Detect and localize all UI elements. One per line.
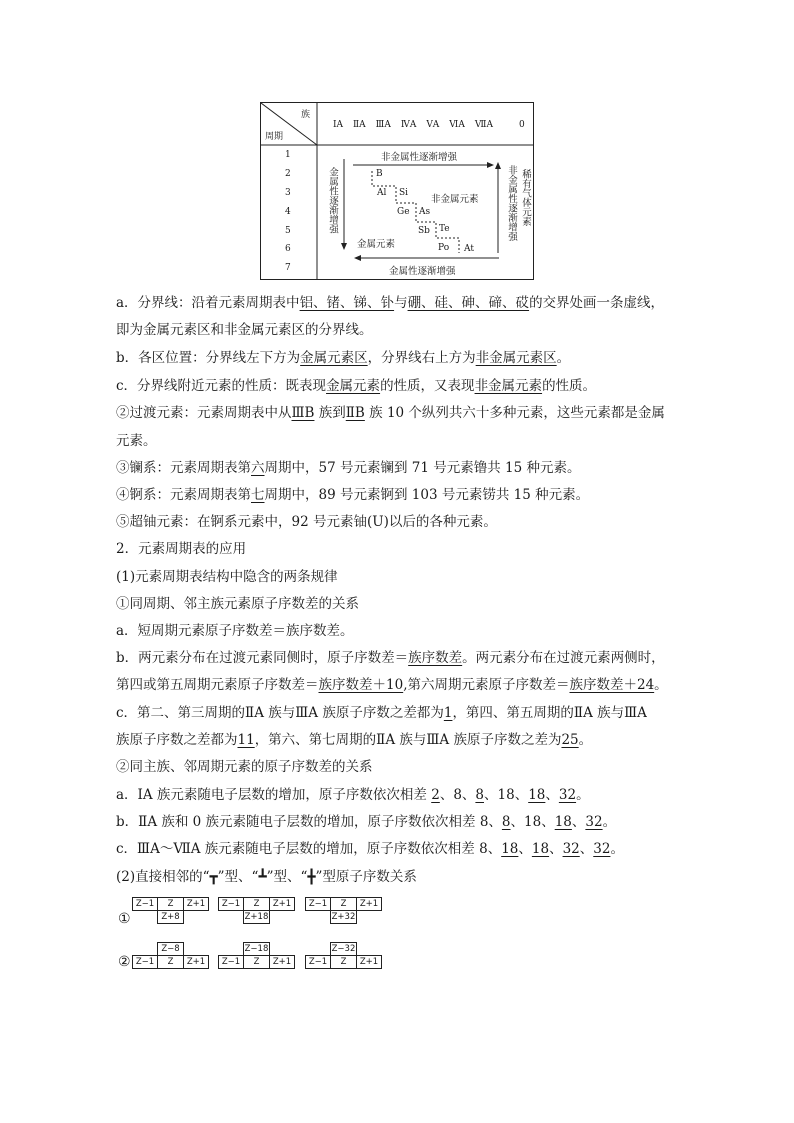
line-transition-cont: 元素。 — [116, 433, 157, 449]
right-arrow-label: 非金属性逐渐增强 — [506, 165, 517, 241]
top-arrow-label: 非金属性逐渐增强 — [381, 152, 458, 163]
box-above: Z−32 — [331, 944, 356, 954]
group-label-0: 0 — [519, 120, 525, 130]
box-above: Z−8 — [157, 942, 184, 956]
element-symbol: Po — [438, 243, 450, 253]
noble-gas-label: 稀有气体元素 — [520, 169, 531, 226]
box-z: Z — [243, 897, 270, 911]
box-z-minus-1: Z−1 — [305, 897, 331, 911]
left-arrow-label: 金属性逐渐增强 — [327, 167, 338, 234]
box-above: Z−18 — [244, 944, 269, 954]
box-z-plus-1: Z+1 — [183, 897, 209, 911]
line-boundary: a．分界线：沿着元素周期表中铝、锗、锑、钋与硼、硅、砷、碲、砹的交界处画一条虚线， — [116, 295, 665, 311]
box-z-minus-1: Z−1 — [132, 955, 158, 969]
rule-1c-line1: c．第二、第三周期的ⅡA 族与ⅢA 族原子序数之差都为1，第四、第五周期的ⅡA 族与ⅢA — [116, 705, 647, 721]
group-label: ⅤA — [426, 120, 440, 130]
group-label: ⅠA — [333, 120, 344, 130]
rule-1b-line1: b．两元素分布在过渡元素同侧时，原子序数差＝族序数差。两元素分布在过渡元素两侧时， — [116, 650, 665, 666]
subsection-heading-2: (2)直接相邻的“┳”型、“┻”型、“╋”型原子序数关系 — [116, 869, 417, 885]
rule-1a: a．短周期元素原子序数差＝族序数差。 — [116, 623, 354, 639]
period-label: 1 — [285, 150, 291, 160]
box-z: Z — [330, 955, 357, 969]
box-z-plus-1: Z+1 — [269, 955, 295, 969]
box-below: Z+32 — [331, 912, 356, 922]
figure-corner-period: 周期 — [265, 132, 284, 142]
section-heading-2: 2．元素周期表的应用 — [116, 541, 247, 557]
group-label: ⅢA — [375, 120, 391, 130]
line-lanthanides: ③镧系：元素周期表第六周期中，57 号元素镧到 71 号元素镥共 15 种元素。 — [116, 460, 581, 476]
line-regions: b．各区位置：分界线左下方为金属元素区，分界线右上方为非金属元素区。 — [116, 350, 571, 366]
element-symbol: Al — [377, 188, 387, 198]
box-z-plus-1: Z+1 — [183, 955, 209, 969]
figure-corner-group: 族 — [301, 110, 311, 120]
period-label: 2 — [285, 169, 291, 179]
rule-1c-line2: 族原子序数之差都为11，第六、第七周期的ⅡA 族与ⅢA 族原子序数之差为25。 — [116, 732, 593, 748]
rule-2a: a．ⅠA 族元素随电子层数的增加，原子序数依次相差 2、8、8、18、18、32。 — [116, 787, 590, 803]
box-z-minus-1: Z−1 — [132, 897, 158, 911]
line-properties: c．分界线附近元素的性质：既表现金属元素的性质，又表现非金属元素的性质。 — [116, 378, 597, 394]
line-transition: ②过渡元素：元素周期表中从ⅢB 族到ⅡB 族 10 个纵列共六十多种元素，这些元素都是金属 — [116, 405, 665, 421]
box-z-plus-1: Z+1 — [356, 897, 382, 911]
period-label: 7 — [285, 263, 291, 273]
box-z-plus-1: Z+1 — [356, 955, 382, 969]
row-1-label: ① — [118, 911, 131, 927]
bottom-arrow-label: 金属性逐渐增强 — [389, 266, 456, 277]
element-symbol: Ge — [397, 207, 410, 217]
line-boundary-cont: 即为金属元素区和非金属元素区的分界线。 — [116, 322, 373, 338]
box-below: Z+18 — [244, 912, 269, 922]
nonmetal-region-label: 非金属元素 — [431, 194, 479, 205]
element-symbol: Si — [399, 188, 409, 198]
box-z-plus-1: Z+1 — [269, 897, 295, 911]
rule-2b: b．ⅡA 族和 0 族元素随电子层数的增加，原子序数依次相差 8、8、18、18、32。 — [116, 814, 617, 830]
group-label: ⅥA — [449, 120, 465, 130]
group-label: ⅦA — [474, 120, 493, 130]
rule-2-heading: ②同主族、邻周期元素的原子序数差的关系 — [116, 759, 373, 775]
box-z: Z — [243, 955, 270, 969]
period-label: 6 — [285, 244, 291, 254]
period-label: 5 — [285, 226, 291, 236]
period-label: 3 — [285, 188, 291, 198]
box-below: Z+8 — [157, 910, 184, 924]
rule-1b-line2: 第四或第五周期元素原子序数差＝族序数差＋10,第六周期元素原子序数差＝族序数差＋24。 — [116, 677, 668, 693]
line-transuranium: ⑤超铀元素：在锕系元素中，92 号元素铀(U)以后的各种元素。 — [116, 514, 497, 530]
line-actinides: ④锕系：元素周期表第七周期中，89 号元素锕到 103 号元素铹共 15 种元素。 — [116, 487, 590, 503]
subsection-heading-1: (1)元素周期表结构中隐含的两条规律 — [116, 569, 338, 585]
row-2-label: ② — [118, 954, 131, 970]
element-symbol: At — [464, 244, 474, 254]
period-label: 4 — [285, 207, 291, 217]
box-z-minus-1: Z−1 — [305, 955, 331, 969]
element-symbol: B — [376, 169, 383, 179]
rule-2c: c．ⅢA～ⅦA 族元素随电子层数的增加，原子序数依次相差 8、18、18、32、32。 — [116, 841, 624, 857]
periodic-table-figure — [260, 102, 534, 280]
box-z: Z — [157, 955, 184, 969]
box-z-minus-1: Z−1 — [218, 897, 244, 911]
box-z-minus-1: Z−1 — [218, 955, 244, 969]
group-label: ⅡA — [353, 120, 366, 130]
group-header-row — [333, 120, 493, 130]
metal-region-label: 金属元素 — [357, 239, 396, 250]
group-label: ⅣA — [400, 120, 417, 130]
element-symbol: Sb — [418, 226, 430, 236]
box-z: Z — [330, 897, 357, 911]
element-symbol: Te — [439, 224, 450, 234]
element-symbol: As — [419, 207, 431, 217]
box-z: Z — [157, 897, 184, 911]
rule-1-heading: ①同周期、邻主族元素原子序数差的关系 — [116, 596, 359, 612]
